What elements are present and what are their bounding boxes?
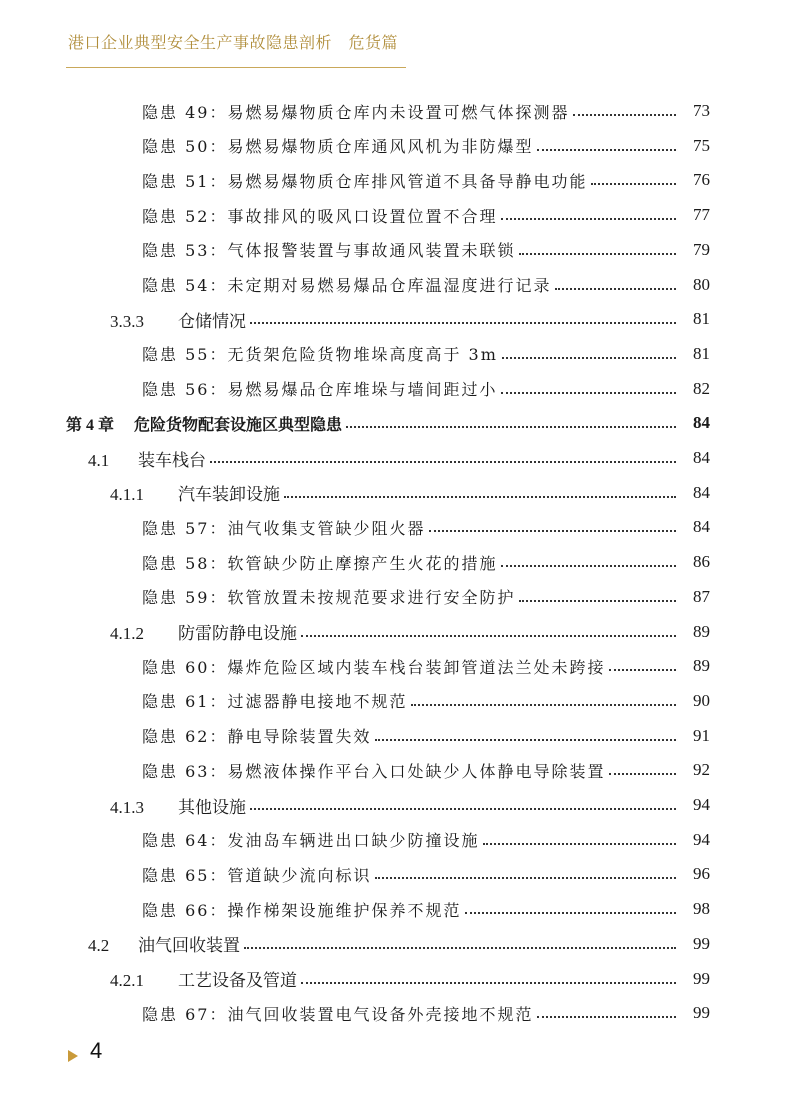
toc-page-number: 87 bbox=[693, 586, 710, 606]
toc-section-row[interactable] bbox=[88, 927, 710, 961]
dot-leader bbox=[555, 288, 676, 290]
toc-page-number: 79 bbox=[693, 239, 710, 259]
toc-entry-text: 隐患 53：气体报警装置与事故通风装置未联锁 bbox=[142, 241, 516, 261]
toc-entry-text: 隐患 61：过滤器静电接地不规范 bbox=[142, 692, 408, 712]
header-rule bbox=[66, 67, 406, 68]
toc-entry-row[interactable] bbox=[142, 857, 710, 891]
toc-entry-text: 汽车装卸设施 bbox=[178, 485, 280, 506]
toc-page-number: 96 bbox=[693, 864, 710, 884]
toc-entry-text: 其他设施 bbox=[178, 797, 246, 818]
dot-leader bbox=[375, 877, 676, 879]
dot-leader bbox=[465, 912, 676, 914]
toc-entry-row[interactable] bbox=[142, 268, 710, 302]
toc-entry-row[interactable] bbox=[142, 372, 710, 406]
toc-page-number: 73 bbox=[693, 101, 710, 120]
dot-leader bbox=[301, 635, 676, 637]
toc-subsection-row[interactable] bbox=[110, 788, 710, 822]
toc-entry-title bbox=[110, 619, 297, 644]
toc-entry-text: 隐患 63：易燃液体操作平台入口处缺少人体静电导除装置 bbox=[142, 761, 606, 781]
toc-page-number: 89 bbox=[693, 656, 710, 676]
dot-leader bbox=[573, 114, 676, 116]
toc-entry-title bbox=[142, 898, 461, 921]
toc-page-number: 81 bbox=[693, 309, 710, 329]
page-number: 4 bbox=[90, 1038, 103, 1063]
toc-entry-number: 4.1 bbox=[88, 450, 110, 470]
toc-entry-text: 隐患 64：发油岛车辆进出口缺少防撞设施 bbox=[142, 831, 480, 851]
toc-entry-text: 隐患 57：油气收集支管缺少阻火器 bbox=[142, 518, 426, 538]
toc-page-number: 99 bbox=[693, 933, 710, 953]
toc-page-number: 81 bbox=[693, 343, 710, 363]
toc-entry-title bbox=[110, 480, 280, 505]
toc-entry-title bbox=[142, 689, 407, 712]
toc-page-number: 89 bbox=[693, 621, 710, 641]
dot-leader bbox=[609, 669, 676, 671]
toc-page-number: 86 bbox=[693, 552, 710, 572]
toc-entry-row[interactable] bbox=[142, 580, 710, 614]
toc-page-number: 94 bbox=[693, 795, 710, 814]
toc-entry-text: 隐患 66：操作梯架设施维护保养不规范 bbox=[142, 900, 462, 920]
toc-entry-text: 隐患 60：爆炸危险区域内装车栈台装卸管道法兰处未跨接 bbox=[142, 657, 606, 677]
dot-leader bbox=[250, 322, 676, 324]
toc-entry-text: 隐患 58：软管缺少防止摩擦产生火花的措施 bbox=[142, 553, 498, 573]
toc-page-number: 84 bbox=[693, 448, 710, 467]
dot-leader bbox=[502, 357, 676, 359]
toc-entry-title bbox=[110, 966, 297, 991]
toc-entry-title bbox=[142, 724, 371, 747]
toc-entry-row[interactable] bbox=[142, 649, 710, 683]
toc-page-number: 91 bbox=[693, 725, 710, 745]
toc-entry-title bbox=[142, 169, 587, 192]
dot-leader bbox=[244, 947, 676, 949]
toc-section-row[interactable] bbox=[88, 441, 710, 475]
toc-entry-row[interactable] bbox=[142, 233, 710, 267]
toc-entry-title bbox=[142, 585, 515, 608]
toc-entry-text: 防雷防静电设施 bbox=[178, 624, 297, 644]
dot-leader bbox=[250, 808, 676, 810]
toc-entry-row[interactable] bbox=[142, 94, 710, 128]
toc-page-number: 92 bbox=[693, 760, 710, 780]
toc-chapter-row[interactable] bbox=[66, 406, 710, 440]
toc-entry-row[interactable] bbox=[142, 545, 710, 579]
dot-leader bbox=[591, 183, 676, 185]
toc-entry-text: 危险货物配套设施区典型隐患 bbox=[134, 414, 343, 434]
dot-leader bbox=[411, 704, 676, 706]
toc-page-number: 76 bbox=[693, 170, 710, 190]
toc-page-number: 94 bbox=[693, 829, 710, 849]
toc-entry-number: 4.1.1 bbox=[110, 485, 144, 505]
toc-subsection-row[interactable] bbox=[110, 615, 710, 649]
toc-entry-title bbox=[142, 1002, 533, 1025]
toc-entry-text: 隐患 54：未定期对易燃易爆品仓库温湿度进行记录 bbox=[142, 276, 552, 295]
toc-entry-title bbox=[142, 828, 479, 851]
toc-entry-text: 隐患 52：事故排风的吸风口设置位置不合理 bbox=[142, 206, 498, 226]
toc-entry-title bbox=[88, 446, 206, 471]
toc-entry-row[interactable] bbox=[142, 996, 710, 1030]
dot-leader bbox=[210, 461, 676, 463]
dot-leader bbox=[537, 1016, 676, 1018]
toc-entry-title bbox=[88, 931, 240, 956]
toc-entry-number: 4.2.1 bbox=[110, 971, 144, 990]
toc-subsection-row[interactable] bbox=[110, 302, 710, 336]
toc-subsection-row[interactable] bbox=[110, 476, 710, 510]
toc-entry-title bbox=[142, 134, 533, 157]
dot-leader bbox=[375, 739, 676, 741]
toc-entry-text: 隐患 49：易燃易爆物质仓库内未设置可燃气体探测器 bbox=[142, 102, 570, 122]
toc-entry-text: 隐患 51：易燃易爆物质仓库排风管道不具备导静电功能 bbox=[142, 171, 588, 191]
toc-entry-row[interactable] bbox=[142, 892, 710, 926]
toc-entry-title bbox=[142, 204, 497, 227]
dot-leader bbox=[429, 530, 676, 532]
toc-entry-title bbox=[110, 793, 246, 818]
toc-entry-row[interactable] bbox=[142, 198, 710, 232]
toc-page-number: 90 bbox=[693, 690, 710, 710]
toc-page-number: 99 bbox=[693, 1003, 710, 1023]
toc-entry-title bbox=[142, 759, 605, 782]
toc-page-number: 77 bbox=[693, 205, 710, 225]
dot-leader bbox=[501, 218, 676, 220]
toc-entry-number: 4.2 bbox=[88, 936, 110, 956]
dot-leader bbox=[346, 426, 676, 428]
toc-page-number: 82 bbox=[693, 378, 710, 398]
dot-leader bbox=[519, 253, 676, 255]
toc-entry-row[interactable] bbox=[142, 163, 710, 197]
running-header: 港口企业典型安全生产事故隐患剖析 危货篇 bbox=[68, 33, 399, 52]
toc-entry-title bbox=[142, 863, 371, 886]
toc-entry-title bbox=[142, 238, 515, 261]
toc-entry-text: 隐患 55：无货架危险货物堆垛高度高于 3m bbox=[142, 345, 498, 365]
toc-entry-title bbox=[66, 412, 342, 435]
toc-entry-row[interactable] bbox=[142, 719, 710, 753]
dot-leader bbox=[483, 843, 676, 845]
dot-leader bbox=[609, 773, 676, 775]
toc-entry-title bbox=[142, 342, 498, 365]
toc-page-number: 80 bbox=[693, 274, 710, 294]
toc-page-number: 84 bbox=[693, 413, 710, 433]
toc-entry-row[interactable] bbox=[142, 129, 710, 163]
toc-entry-number: 4.1.3 bbox=[110, 797, 144, 817]
toc-entry-row[interactable] bbox=[142, 753, 710, 787]
dot-leader bbox=[284, 496, 676, 498]
toc-entry-title bbox=[142, 516, 425, 539]
toc-entry-title bbox=[142, 273, 551, 296]
toc-page-number: 84 bbox=[693, 482, 710, 502]
toc-entry-text: 隐患 62：静电导除装置失效 bbox=[142, 727, 372, 747]
toc-entry-title bbox=[142, 551, 497, 574]
toc-entry-title bbox=[110, 307, 246, 332]
dot-leader bbox=[501, 392, 676, 394]
toc-page-number: 84 bbox=[693, 517, 710, 537]
toc-entry-number: 第 4 章 bbox=[66, 416, 115, 434]
toc-entry-title bbox=[142, 377, 497, 400]
toc-entry-row[interactable] bbox=[142, 510, 710, 544]
toc-entry-text: 隐患 59：软管放置未按规范要求进行安全防护 bbox=[142, 588, 516, 608]
toc-entry-row[interactable] bbox=[142, 337, 710, 371]
page-marker-triangle-icon bbox=[68, 1050, 78, 1062]
toc-subsection-row[interactable] bbox=[110, 962, 710, 996]
dot-leader bbox=[501, 565, 676, 567]
toc-page-number: 75 bbox=[693, 135, 710, 155]
toc-entry-row[interactable] bbox=[142, 823, 710, 857]
toc-entry-text: 隐患 50：易燃易爆物质仓库通风风机为非防爆型 bbox=[142, 137, 534, 157]
toc-page-number: 98 bbox=[693, 899, 710, 919]
toc-entry-text: 装车栈台 bbox=[138, 450, 206, 471]
toc-entry-text: 隐患 65：管道缺少流向标识 bbox=[142, 865, 372, 885]
toc-entry-text: 仓储情况 bbox=[178, 311, 246, 332]
toc-entry-text: 隐患 67：油气回收装置电气设备外壳接地不规范 bbox=[142, 1004, 534, 1024]
toc-entry-title bbox=[142, 100, 569, 123]
toc-entry-title bbox=[142, 655, 605, 678]
toc-page-number: 99 bbox=[693, 968, 710, 988]
toc-entry-text: 工艺设备及管道 bbox=[178, 971, 297, 991]
toc-entry-number: 4.1.2 bbox=[110, 624, 144, 643]
dot-leader bbox=[301, 982, 676, 984]
toc-entry-row[interactable] bbox=[142, 684, 710, 718]
dot-leader bbox=[537, 149, 676, 151]
toc-entry-number: 3.3.3 bbox=[110, 311, 144, 331]
toc-entry-text: 油气回收装置 bbox=[138, 936, 240, 957]
dot-leader bbox=[519, 600, 676, 602]
toc-entry-text: 隐患 56：易燃易爆品仓库堆垛与墙间距过小 bbox=[142, 380, 498, 400]
